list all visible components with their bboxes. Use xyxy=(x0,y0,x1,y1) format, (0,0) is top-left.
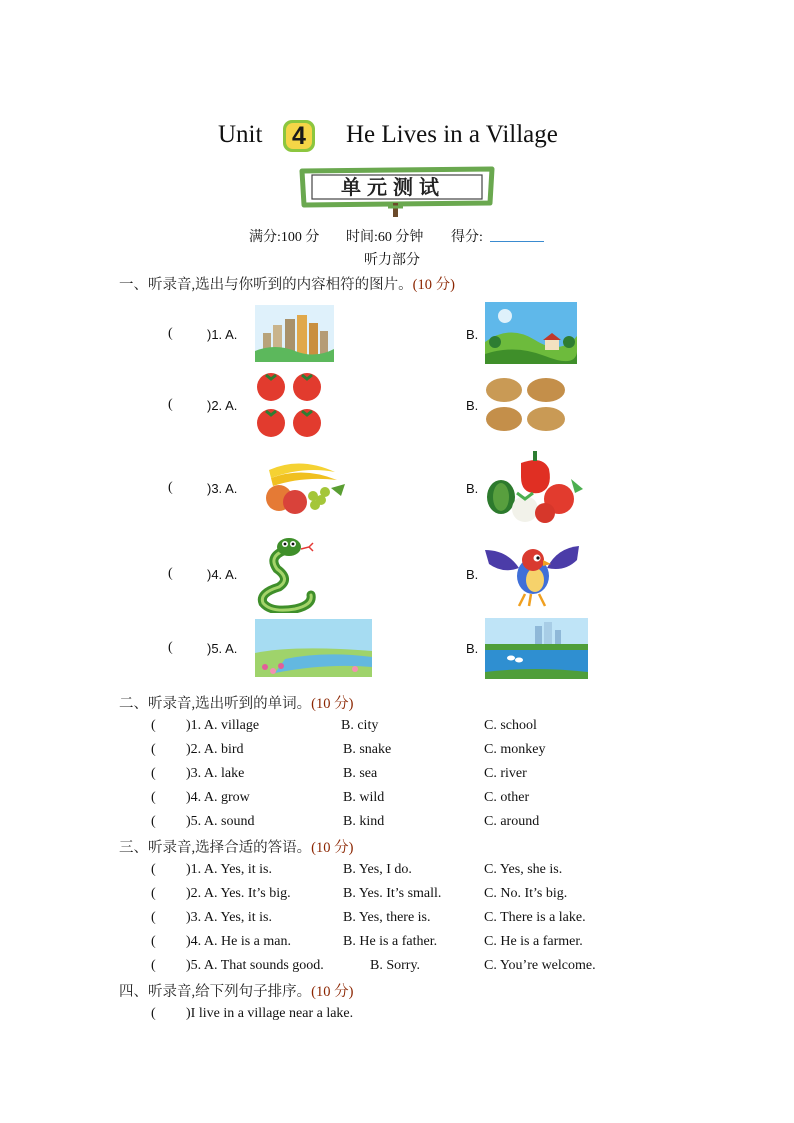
answer-paren[interactable]: ( xyxy=(151,958,156,973)
fruits-icon[interactable] xyxy=(255,458,350,516)
option-b-label: B. xyxy=(466,481,479,496)
option-b-label: B. xyxy=(466,398,479,413)
option-c: C. river xyxy=(484,766,527,781)
city-buildings-icon[interactable] xyxy=(255,305,334,362)
option-b-label: B. xyxy=(466,327,479,342)
answer-paren[interactable]: ( xyxy=(151,814,156,829)
question-number: )2. A. xyxy=(207,398,238,413)
option-c: C. No. It’s big. xyxy=(484,886,568,901)
option-b: B. Yes, I do. xyxy=(343,862,412,877)
section1-title: 一、听录音,选出与你听到的内容相符的图片。(10 分) xyxy=(119,277,455,293)
time-limit: 时间:60 分钟 xyxy=(346,230,424,245)
option-c: C. monkey xyxy=(484,742,546,757)
option-c: C. Yes, she is. xyxy=(484,862,563,877)
question-number: )3. A. xyxy=(207,481,238,496)
section3-title: 三、听录音,选择合适的答语。(10 分) xyxy=(119,840,354,856)
option-c: C. You’re welcome. xyxy=(484,958,596,973)
snake-icon[interactable] xyxy=(255,535,321,613)
option-b: B. sea xyxy=(343,766,378,781)
lake-city-icon[interactable] xyxy=(485,618,588,679)
answer-paren[interactable]: ( xyxy=(168,326,173,341)
question-number: )4. A. xyxy=(207,567,238,582)
tomatoes-icon[interactable] xyxy=(255,370,325,440)
option-a: )2. A. bird xyxy=(186,742,244,757)
option-c: C. There is a lake. xyxy=(484,910,586,925)
option-b: B. He is a father. xyxy=(343,934,438,949)
option-b: B. wild xyxy=(343,790,385,805)
unit-label: Unit xyxy=(218,121,263,148)
option-b-label: B. xyxy=(466,567,479,582)
unit-title: He Lives in a Village xyxy=(346,121,558,148)
answer-paren[interactable]: ( xyxy=(168,640,173,655)
sentence-item: )I live in a village near a lake. xyxy=(186,1006,354,1021)
option-b: B. Sorry. xyxy=(370,958,421,973)
option-b: B. snake xyxy=(343,742,392,757)
option-a: )3. A. Yes, it is. xyxy=(186,910,272,925)
option-c: C. other xyxy=(484,790,530,805)
option-b: B. kind xyxy=(343,814,385,829)
section4-title: 四、听录音,给下列句子排序。(10 分) xyxy=(119,984,354,1000)
score-label: 得分: xyxy=(451,230,483,245)
answer-paren[interactable]: ( xyxy=(151,1006,156,1021)
part-label: 听力部分 xyxy=(364,253,420,268)
question-number: )1. A. xyxy=(207,327,238,342)
page-title xyxy=(0,118,794,158)
vegetables-icon[interactable] xyxy=(485,449,587,527)
answer-paren[interactable]: ( xyxy=(151,862,156,877)
option-c: C. around xyxy=(484,814,540,829)
answer-paren[interactable]: ( xyxy=(151,718,156,733)
answer-paren[interactable]: ( xyxy=(168,566,173,581)
answer-paren[interactable]: ( xyxy=(168,480,173,495)
option-a: )5. A. That sounds good. xyxy=(186,958,324,973)
answer-paren[interactable]: ( xyxy=(151,910,156,925)
potatoes-icon[interactable] xyxy=(485,376,567,433)
bird-icon[interactable] xyxy=(485,540,580,610)
option-a: )1. A. village xyxy=(186,718,260,733)
banner-title: 单元测试 xyxy=(341,175,445,199)
full-score: 满分:100 分 xyxy=(249,230,320,245)
question-number: )5. A. xyxy=(207,641,238,656)
answer-paren[interactable]: ( xyxy=(151,934,156,949)
option-a: )3. A. lake xyxy=(186,766,245,781)
option-b: B. city xyxy=(341,718,379,733)
option-a: )5. A. sound xyxy=(186,814,255,829)
village-hills-icon[interactable] xyxy=(485,302,577,364)
option-c: C. school xyxy=(484,718,537,733)
option-a: )4. A. grow xyxy=(186,790,250,805)
answer-paren[interactable]: ( xyxy=(151,886,156,901)
option-c: C. He is a farmer. xyxy=(484,934,583,949)
option-b: B. Yes, there is. xyxy=(343,910,431,925)
score-blank[interactable] xyxy=(490,241,544,242)
option-b-label: B. xyxy=(466,641,479,656)
option-a: )1. A. Yes, it is. xyxy=(186,862,272,877)
answer-paren[interactable]: ( xyxy=(151,790,156,805)
option-b: B. Yes. It’s small. xyxy=(343,886,442,901)
option-a: )2. A. Yes. It’s big. xyxy=(186,886,291,901)
answer-paren[interactable]: ( xyxy=(151,742,156,757)
answer-paren[interactable]: ( xyxy=(151,766,156,781)
river-landscape-icon[interactable] xyxy=(255,619,372,677)
answer-paren[interactable]: ( xyxy=(168,397,173,412)
section2-title: 二、听录音,选出听到的单词。(10 分) xyxy=(119,696,354,712)
option-a: )4. A. He is a man. xyxy=(186,934,291,949)
unit-number: 4 xyxy=(292,122,306,150)
